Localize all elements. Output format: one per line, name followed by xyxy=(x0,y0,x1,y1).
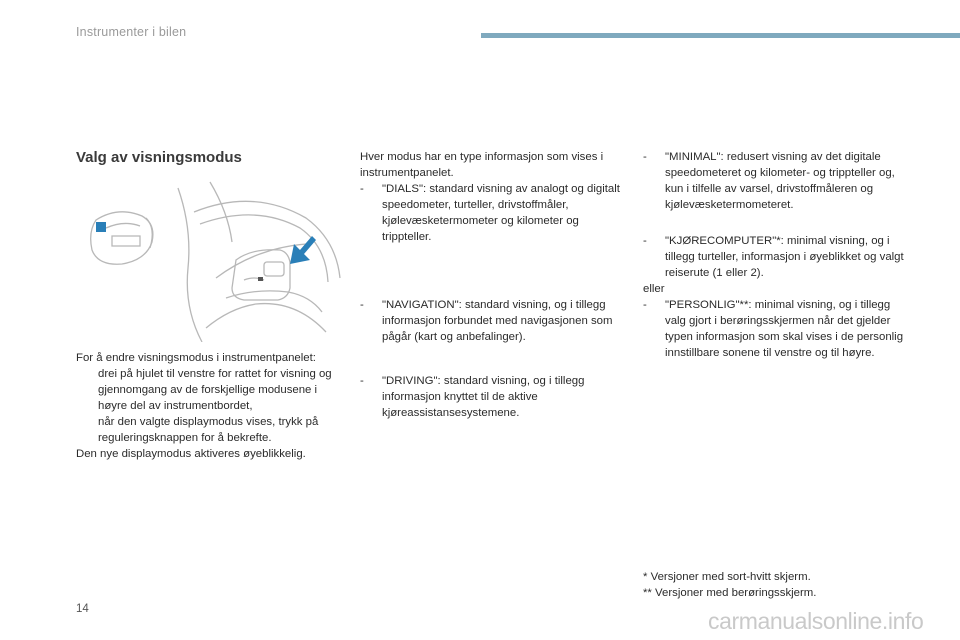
dash-marker: - xyxy=(360,375,364,387)
modes-block-left xyxy=(360,149,620,421)
dash-marker: - xyxy=(643,235,647,247)
page-header-title: Instrumenter i bilen xyxy=(76,25,187,39)
instruction-step xyxy=(76,366,344,414)
header-accent-bar xyxy=(481,33,960,38)
modes-block-right xyxy=(643,149,907,361)
mode-text: "DIALS": standard visning av analogt og digitalt speedometer, turteller, drivstoffmåler, kjølevæsketermometer og kilometer og trippteller. xyxy=(382,183,620,243)
instruction-step-text: drei på hjulet til venstre for rattet for visning og gjennomgang av de forskjellige modusene i høyre del av instrumentbordet, xyxy=(98,368,332,412)
section-title: Valg av visningsmodus xyxy=(76,149,242,166)
steering-wheel-illustration xyxy=(76,178,344,342)
dash-marker: - xyxy=(360,183,364,195)
mode-item-minimal xyxy=(643,149,907,213)
instructions-lead: For å endre visningsmodus i instrumentpanelet: xyxy=(76,352,316,364)
mode-item-dials xyxy=(360,181,620,245)
modes-intro: Hver modus har en type informasjon som vises i instrumentpanelet. xyxy=(360,151,604,179)
mode-item-personal xyxy=(643,297,907,361)
control-wheel-highlight xyxy=(96,222,106,232)
page-number: 14 xyxy=(76,603,89,615)
arrow-icon xyxy=(290,236,316,264)
mode-item-navigation xyxy=(360,297,620,345)
mode-text: "DRIVING": standard visning, og i tillegg informasjon knyttet til de aktive kjøreassistansesystemene. xyxy=(382,375,585,419)
mode-text: "NAVIGATION": standard visning, og i tillegg informasjon forbundet med navigasjonen som pågår (kart og anbefalinger). xyxy=(382,299,613,343)
mode-text: "KJØRECOMPUTER"*: minimal visning, og i tillegg turteller, informasjon i øyeblikket og valgt reiserute (1 eller 2). xyxy=(665,235,904,279)
watermark: carmanualsonline.info xyxy=(708,608,924,634)
mode-item-trip-computer xyxy=(643,233,907,281)
footnote: * Versjoner med sort-hvitt skjerm. xyxy=(643,571,811,583)
dash-marker: - xyxy=(643,299,647,311)
instructions-closing: Den nye displaymodus aktiveres øyeblikkelig. xyxy=(76,448,306,460)
dash-marker: - xyxy=(643,151,647,163)
dash-marker: - xyxy=(360,299,364,311)
or-label: eller xyxy=(643,283,665,295)
mode-text: "MINIMAL": redusert visning av det digitale speedometeret og kilometer- og trippteller og, kun i tilfelle av varsel, drivstoffmåleren og kjølevæsketermometeret. xyxy=(665,151,895,211)
instruction-step xyxy=(76,414,344,446)
instruction-step-text: når den valgte displaymodus vises, trykk på reguleringsknappen for å bekrefte. xyxy=(98,416,319,444)
mode-item-driving xyxy=(360,373,620,421)
mode-text: "PERSONLIG"**: minimal visning, og i tillegg valg gjort i berøringsskjermen når det gjelder typen informasjon som skal vises i de personlig innstillbare sonene til venstre og til høyre. xyxy=(665,299,904,359)
footnote: ** Versjoner med berøringsskjerm. xyxy=(643,587,817,599)
instructions-block xyxy=(76,350,344,462)
footnotes xyxy=(643,569,816,601)
